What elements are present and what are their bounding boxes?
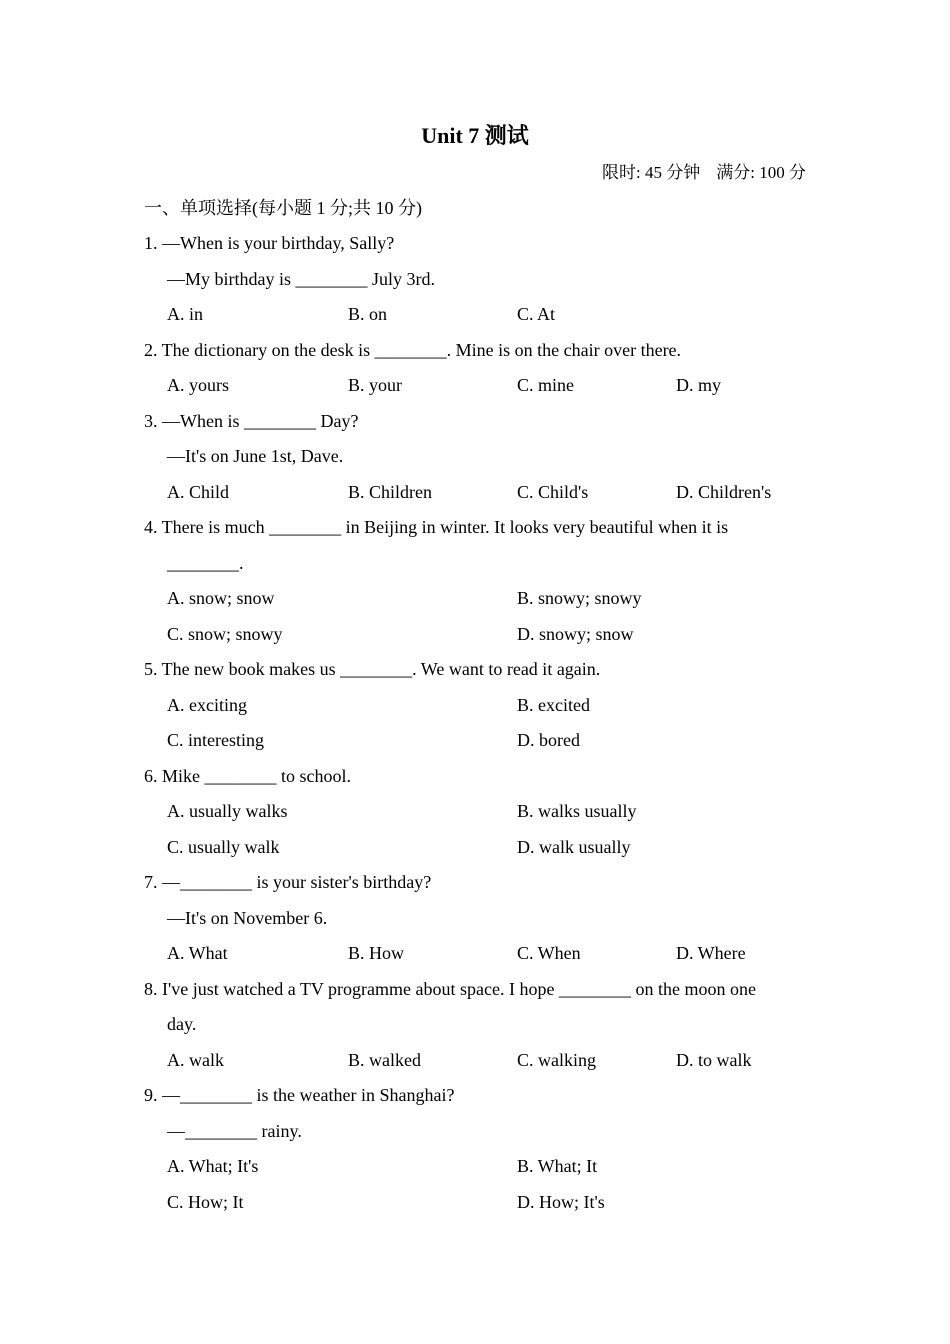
section-heading: 一、单项选择(每小题 1 分;共 10 分) xyxy=(144,198,422,218)
question-8-stem: 8. I've just watched a TV programme about space. I hope ________ on the moon one xyxy=(144,978,756,999)
option-c: C. snow; snowy xyxy=(167,623,283,644)
question-5-options-row-1 xyxy=(144,688,814,724)
question-7-line-2: —It's on November 6. xyxy=(167,907,328,928)
option-b: B. walks usually xyxy=(517,801,637,821)
option-c: C. mine xyxy=(517,375,574,395)
question-6-stem: 6. Mike ________ to school. xyxy=(144,765,351,786)
option-a: A. yours xyxy=(167,375,229,395)
option-a: A. usually walks xyxy=(167,801,288,821)
option-b: B. on xyxy=(348,304,388,324)
exam-meta xyxy=(602,161,806,185)
option-a: A. walk xyxy=(167,1049,224,1070)
question-1-options xyxy=(144,297,814,333)
question-4-stem: 4. There is much ________ in Beijing in winter. It looks very beautiful when it is xyxy=(144,517,729,537)
question-4-options-row-1 xyxy=(144,581,814,617)
question-8-options xyxy=(144,1043,814,1079)
question-3-stem: 3. —When is ________ Day? xyxy=(144,410,359,431)
option-b: B. your xyxy=(348,375,402,395)
option-b: B. How xyxy=(348,943,405,963)
option-a: A. What xyxy=(167,943,228,963)
option-a: A. exciting xyxy=(167,694,247,715)
question-3-line-2: —It's on June 1st, Dave. xyxy=(167,446,344,466)
option-d: D. Where xyxy=(676,943,746,963)
option-d: D. to walk xyxy=(676,1049,752,1070)
question-6-options-row-1 xyxy=(144,794,814,830)
question-8-line-2: day. xyxy=(167,1014,197,1034)
time-limit: 限时: 45 分钟 xyxy=(602,163,701,182)
page-title: Unit 7 测试 xyxy=(421,123,529,148)
option-b: B. walked xyxy=(348,1049,421,1070)
question-7-stem: 7. —________ is your sister's birthday? xyxy=(144,872,432,892)
question-4-options-row-2 xyxy=(144,617,814,653)
question-4-line-2: ________. xyxy=(167,552,244,573)
option-d: D. Children's xyxy=(676,481,772,502)
question-5-stem: 5. The new book makes us ________. We want to read it again. xyxy=(144,659,601,679)
question-2-stem: 2. The dictionary on the desk is ________. Mine is on the chair over there. xyxy=(144,339,682,360)
question-7-options xyxy=(144,936,814,972)
option-c: C. usually walk xyxy=(167,836,280,857)
option-b: B. excited xyxy=(517,694,590,715)
question-9-options-row-2 xyxy=(144,1185,814,1221)
option-b: B. Children xyxy=(348,481,432,502)
option-d: D. snowy; snow xyxy=(517,623,634,644)
option-c: C. interesting xyxy=(167,730,264,750)
question-1-stem: 1. —When is your birthday, Sally? xyxy=(144,233,395,253)
option-d: D. walk usually xyxy=(517,836,631,857)
option-a: A. Child xyxy=(167,481,230,502)
option-c: C. How; It xyxy=(167,1191,244,1212)
question-5-options-row-2 xyxy=(144,723,814,759)
question-6-options-row-2 xyxy=(144,830,814,866)
question-2-options xyxy=(144,368,814,404)
question-9-line-2: —________ rainy. xyxy=(167,1120,302,1141)
option-a: A. snow; snow xyxy=(167,588,275,608)
option-d: D. bored xyxy=(517,730,580,750)
option-c: C. At xyxy=(517,304,556,324)
full-score: 满分: 100 分 xyxy=(716,163,806,182)
option-a: A. What; It's xyxy=(167,1156,259,1176)
option-b: B. What; It xyxy=(517,1156,598,1176)
question-3-options xyxy=(144,475,814,511)
option-d: D. How; It's xyxy=(517,1191,605,1212)
option-b: B. snowy; snowy xyxy=(517,588,642,608)
option-d: D. my xyxy=(676,375,721,395)
question-list xyxy=(144,226,814,1220)
question-1-line-2: —My birthday is ________ July 3rd. xyxy=(167,268,435,289)
question-9-options-row-1 xyxy=(144,1149,814,1185)
option-c: C. Child's xyxy=(517,481,589,502)
question-9-stem: 9. —________ is the weather in Shanghai? xyxy=(144,1085,455,1105)
option-a: A. in xyxy=(167,304,203,324)
option-c: C. walking xyxy=(517,1049,596,1070)
option-c: C. When xyxy=(517,943,581,963)
